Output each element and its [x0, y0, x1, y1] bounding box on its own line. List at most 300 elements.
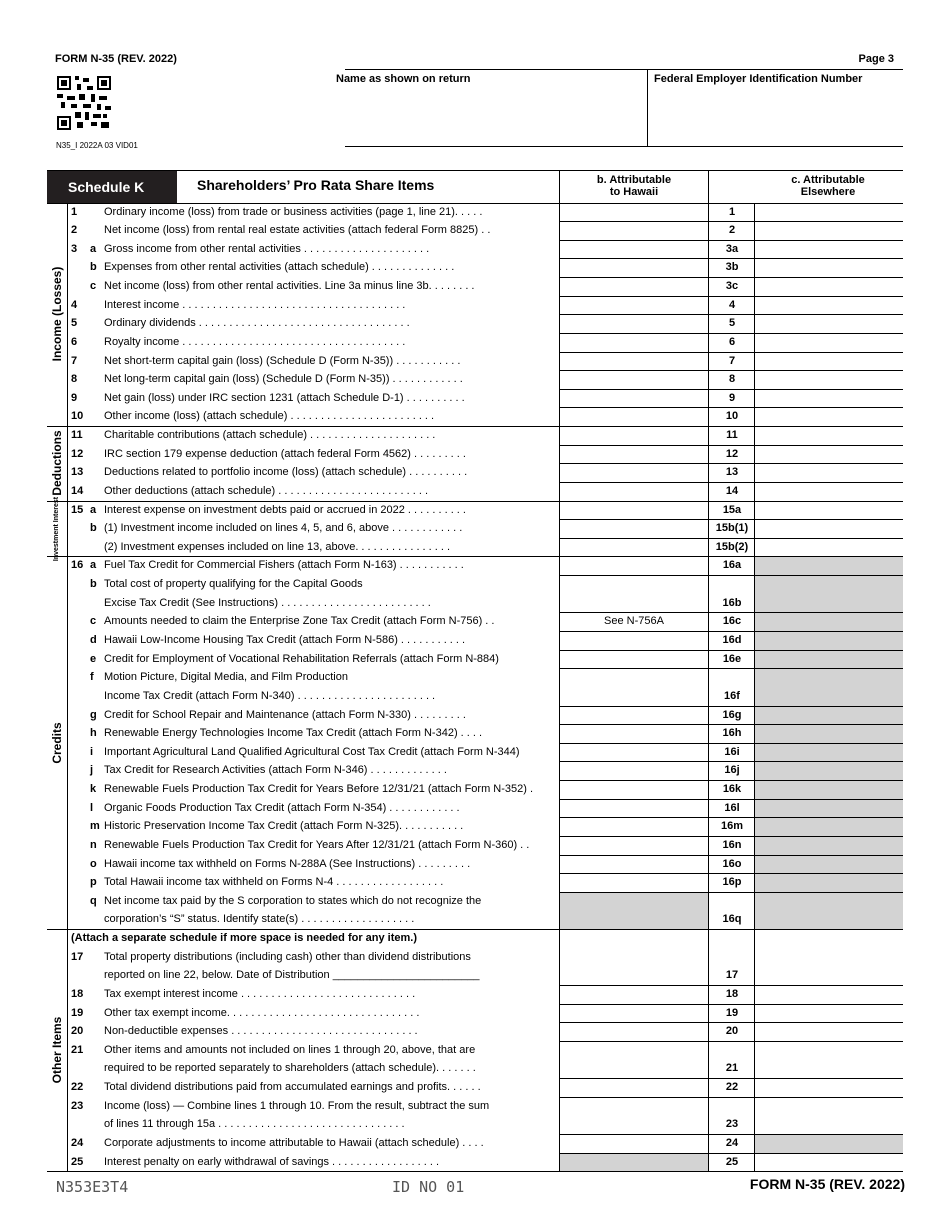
table-row: [0, 389, 903, 408]
line-label: 16i: [724, 745, 740, 758]
line-letter: h: [90, 727, 97, 740]
line-description: Tax exempt interest income . . . . . . . . . . . . . . . . . . . . . . . . . . . . .: [104, 987, 416, 1000]
table-row: [0, 482, 903, 501]
line-letter: d: [90, 633, 97, 646]
line-number: 12: [71, 447, 84, 460]
table-row: [0, 556, 903, 575]
line-description: Interest penalty on early withdrawal of savings . . . . . . . . . . . . . . . . . .: [104, 1155, 440, 1168]
table-row: [0, 631, 903, 650]
line-number: 17: [71, 950, 84, 963]
hawaii-amount-field[interactable]: [560, 631, 708, 649]
line-number: 5: [71, 317, 78, 330]
table-row: [0, 463, 903, 482]
line-description: Other income (loss) (attach schedule) . . . . . . . . . . . . . . . . . . . . . . . .: [104, 410, 435, 423]
hawaii-amount-field[interactable]: [560, 482, 708, 500]
elsewhere-amount-field[interactable]: [755, 426, 903, 444]
hawaii-amount-field[interactable]: [560, 985, 708, 1003]
table-row: [0, 538, 903, 557]
line-description: Credit for School Repair and Maintenance (attach Form N-330) . . . . . . . . .: [104, 708, 466, 721]
hawaii-amount-field[interactable]: [560, 463, 708, 481]
hawaii-amount-field[interactable]: [560, 370, 708, 388]
elsewhere-amount-field[interactable]: [755, 612, 903, 630]
hawaii-amount-field[interactable]: [560, 743, 708, 761]
line-label: 23: [725, 1118, 739, 1131]
hawaii-amount-field[interactable]: [560, 780, 708, 798]
line-letter: p: [90, 876, 97, 889]
hawaii-amount-field[interactable]: [560, 817, 708, 835]
elsewhere-amount-field[interactable]: [755, 724, 903, 742]
table-row: [0, 333, 903, 352]
table-row: [0, 836, 903, 855]
hawaii-amount-field[interactable]: [560, 612, 708, 630]
line-label: 5: [728, 317, 736, 330]
line-label: 16m: [720, 820, 744, 833]
line-number: 6: [71, 335, 78, 348]
line-label: 20: [725, 1025, 739, 1038]
line-number: 13: [71, 466, 84, 479]
line-label: 16b: [722, 596, 742, 609]
line-description: Excise Tax Credit (See Instructions) . . . . . . . . . . . . . . . . . . . . . . . . .: [104, 596, 431, 609]
table-row: [0, 948, 903, 967]
elsewhere-amount-field[interactable]: [755, 407, 903, 425]
table-row: [0, 445, 903, 464]
line-letter: q: [90, 894, 97, 907]
table-row: [0, 277, 903, 296]
hawaii-amount-field[interactable]: [560, 203, 708, 221]
line-label: 22: [725, 1081, 739, 1094]
elsewhere-amount-field[interactable]: [755, 556, 903, 574]
line-label: 9: [728, 391, 736, 404]
line-description: Other tax exempt income. . . . . . . . . . . . . . . . . . . . . . . . . . . . . . . .: [104, 1006, 420, 1019]
table-row: [0, 575, 903, 594]
hawaii-amount-field[interactable]: [560, 910, 708, 928]
line-letter: b: [90, 578, 97, 591]
line-label: 15b(2): [715, 540, 749, 553]
schedule-title: Shareholders’ Pro Rata Share Items: [197, 177, 435, 193]
line-letter: n: [90, 838, 97, 851]
line-description: Total dividend distributions paid from accumulated earnings and profits. . . . . .: [104, 1081, 481, 1094]
elsewhere-amount-field[interactable]: [755, 370, 903, 388]
line-label: 2: [728, 224, 736, 237]
line-letter: c: [90, 280, 97, 293]
line-letter: m: [90, 820, 100, 833]
line-description: Net long-term capital gain (loss) (Schedule D (Form N-35)) . . . . . . . . . . . .: [104, 373, 463, 386]
table-row: [0, 203, 903, 222]
elsewhere-amount-field[interactable]: [755, 501, 903, 519]
line-label: 18: [725, 987, 739, 1000]
hawaii-amount-field[interactable]: [560, 538, 708, 556]
hawaii-amount-field[interactable]: [560, 445, 708, 463]
table-row: [0, 258, 903, 277]
line-label: 12: [725, 447, 739, 460]
line-number: 4: [71, 298, 78, 311]
elsewhere-amount-field[interactable]: [755, 352, 903, 370]
elsewhere-amount-field[interactable]: [755, 855, 903, 873]
line-description: Motion Picture, Digital Media, and Film Production: [104, 671, 348, 684]
table-row: [0, 910, 903, 929]
line-description: reported on line 22, below. Date of Distribution ________________________: [104, 969, 480, 982]
table-row: [0, 966, 903, 985]
line-letter: c: [90, 615, 97, 628]
line-description: (2) Investment expenses included on line 13, above. . . . . . . . . . . . . . . .: [104, 540, 451, 553]
line-number: 15: [71, 503, 84, 516]
line-description: Net income (loss) from other rental activities. Line 3a minus line 3b. . . . . . . .: [104, 280, 475, 293]
line-label: 24: [725, 1137, 739, 1149]
form-id: FORM N-35 (REV. 2022): [55, 53, 177, 65]
line-description: Deductions related to portfolio income (loss) (attach schedule) . . . . . . . . . .: [104, 466, 468, 479]
line-label: 16q: [722, 913, 742, 926]
line-number: 25: [71, 1155, 84, 1168]
hawaii-amount-field[interactable]: [560, 650, 708, 668]
line-description: Interest expense on investment debts paid or accrued in 2022 . . . . . . . . . .: [104, 503, 466, 516]
hawaii-amount-field[interactable]: [560, 1022, 708, 1040]
line-label: 3a: [725, 242, 739, 255]
hawaii-amount-field[interactable]: [560, 333, 708, 351]
line-letter: a: [90, 559, 97, 572]
hawaii-amount-field[interactable]: [560, 1134, 708, 1152]
hawaii-amount-field[interactable]: [560, 389, 708, 407]
table-row: [0, 1004, 903, 1023]
elsewhere-amount-field[interactable]: [755, 687, 903, 705]
line-description: Net income tax paid by the S corporation to states which do not recognize the: [104, 894, 482, 907]
elsewhere-amount-field[interactable]: [755, 221, 903, 239]
hawaii-amount-field[interactable]: [560, 594, 708, 612]
table-row: [0, 724, 903, 743]
line-label: 16a: [722, 559, 742, 572]
elsewhere-amount-field[interactable]: [755, 966, 903, 984]
table-row: [0, 296, 903, 315]
elsewhere-amount-field[interactable]: [755, 333, 903, 351]
elsewhere-amount-field[interactable]: [755, 389, 903, 407]
document-id: N35_I 2022A 03 VID01: [56, 141, 138, 150]
line-description: Total property distributions (including cash) other than dividend distributions: [104, 950, 471, 963]
hawaii-amount-field[interactable]: [560, 240, 708, 258]
elsewhere-amount-field[interactable]: [755, 538, 903, 556]
line-label: 7: [728, 354, 736, 367]
table-row: [0, 612, 903, 631]
line-description: Charitable contributions (attach schedule) . . . . . . . . . . . . . . . . . . . . .: [104, 429, 436, 442]
elsewhere-amount-field[interactable]: [755, 985, 903, 1003]
hawaii-amount-field[interactable]: [560, 519, 708, 537]
line-label: 19: [725, 1006, 739, 1019]
line-letter: i: [90, 745, 94, 758]
line-description: Renewable Energy Technologies Income Tax Credit (attach Form N-342) . . . .: [104, 727, 483, 740]
hawaii-amount-field[interactable]: [560, 258, 708, 276]
table-row: [0, 1153, 903, 1172]
elsewhere-amount-field[interactable]: [755, 203, 903, 221]
line-description: Total Hawaii income tax withheld on Forms N-4 . . . . . . . . . . . . . . . . . .: [104, 876, 444, 889]
line-description: Hawaii income tax withheld on Forms N-288A (See Instructions) . . . . . . . . .: [104, 857, 471, 870]
line-description: of lines 11 through 15a . . . . . . . . . . . . . . . . . . . . . . . . . . . . . . .: [104, 1118, 405, 1131]
line-number: 2: [71, 224, 78, 237]
elsewhere-amount-field[interactable]: [755, 817, 903, 835]
line-label: 17: [725, 969, 739, 982]
line-label: 16c: [722, 615, 742, 628]
page-number: Page 3: [858, 53, 894, 65]
line-number: 18: [71, 987, 84, 1000]
line-description: Income (loss) — Combine lines 1 through 10. From the result, subtract the sum: [104, 1099, 490, 1112]
line-label: 16f: [724, 689, 740, 702]
line-description: Ordinary dividends . . . . . . . . . . . . . . . . . . . . . . . . . . . . . . . . . . .: [104, 317, 410, 330]
table-row: [0, 706, 903, 725]
table-row: [0, 761, 903, 780]
table-row: [0, 687, 903, 706]
line-description: Royalty income . . . . . . . . . . . . . . . . . . . . . . . . . . . . . . . . . . . . .: [104, 335, 406, 348]
line-letter: o: [90, 857, 97, 870]
line-number: 14: [71, 484, 84, 497]
elsewhere-amount-field[interactable]: [755, 314, 903, 332]
elsewhere-amount-field[interactable]: [755, 873, 903, 891]
elsewhere-amount-field[interactable]: [755, 594, 903, 612]
hawaii-amount-field[interactable]: [560, 855, 708, 873]
schedule-k-badge: Schedule K: [47, 171, 177, 204]
elsewhere-amount-field[interactable]: [755, 463, 903, 481]
line-description: corporation’s “S” status. Identify state(s) . . . . . . . . . . . . . . . . . . .: [104, 913, 415, 926]
table-row: [0, 1134, 903, 1153]
elsewhere-amount-field[interactable]: [755, 836, 903, 854]
line-description: Tax Credit for Research Activities (attach Form N-346) . . . . . . . . . . . . .: [104, 764, 447, 777]
table-row: [0, 407, 903, 426]
line-letter: f: [90, 671, 94, 684]
elsewhere-amount-field[interactable]: [755, 761, 903, 779]
line-number: 3: [71, 242, 78, 255]
hawaii-amount-field[interactable]: [560, 426, 708, 444]
header-top-rule: [47, 170, 903, 171]
line-description: Total cost of property qualifying for the Capital Goods: [104, 578, 363, 591]
table-row: [0, 1059, 903, 1078]
line-number: 19: [71, 1006, 84, 1019]
line-label: 13: [725, 466, 739, 479]
line-description: Important Agricultural Land Qualified Agricultural Cost Tax Credit (attach Form N-344): [104, 745, 520, 758]
line-label: 3b: [725, 261, 739, 274]
line-label: 6: [728, 335, 736, 348]
line-description: Fuel Tax Credit for Commercial Fishers (attach Form N-163) . . . . . . . . . . .: [104, 559, 464, 572]
line-label: 8: [728, 373, 736, 386]
hawaii-amount-field[interactable]: [560, 761, 708, 779]
hawaii-amount-field[interactable]: [560, 1078, 708, 1096]
table-row: [0, 426, 903, 445]
line-letter: k: [90, 783, 97, 796]
hawaii-amount-field[interactable]: [560, 501, 708, 519]
hawaii-amount-field[interactable]: [560, 221, 708, 239]
table-row: [0, 799, 903, 818]
line-label: 10: [725, 410, 739, 423]
elsewhere-amount-field[interactable]: [755, 780, 903, 798]
line-description: Organic Foods Production Tax Credit (attach Form N-354) . . . . . . . . . . . .: [104, 801, 460, 814]
line-number: 1: [71, 205, 78, 218]
line-number: 22: [71, 1081, 84, 1094]
line-label: 16g: [722, 708, 742, 721]
table-row: [0, 221, 903, 240]
line-label: 14: [725, 484, 739, 497]
hawaii-amount-field[interactable]: [560, 1004, 708, 1022]
line-description: Gross income from other rental activities . . . . . . . . . . . . . . . . . . . . .: [104, 242, 430, 255]
table-row: [0, 817, 903, 836]
line-label: 16j: [724, 764, 740, 777]
line-number: 20: [71, 1025, 84, 1038]
line-number: 16: [71, 559, 84, 572]
line-label: 16p: [722, 876, 742, 889]
table-row: [0, 873, 903, 892]
line-description: Non-deductible expenses . . . . . . . . . . . . . . . . . . . . . . . . . . . . . . .: [104, 1025, 418, 1038]
line-description: Net income (loss) from rental real estate activities (attach federal Form 8825) . .: [104, 224, 491, 237]
hawaii-amount-field[interactable]: [560, 724, 708, 742]
line-description: required to be reported separately to shareholders (attach schedule). . . . . . .: [104, 1062, 476, 1075]
hawaii-amount-field[interactable]: [560, 706, 708, 724]
elsewhere-amount-field[interactable]: [755, 296, 903, 314]
line-label: 1: [728, 205, 736, 218]
line-description: Ordinary income (loss) from trade or business activities (page 1, line 21). . . . .: [104, 205, 483, 218]
line-label: 25: [725, 1155, 739, 1168]
line-label: 16o: [722, 857, 742, 870]
line-description: Amounts needed to claim the Enterprise Zone Tax Credit (attach Form N-756) . .: [104, 615, 495, 628]
line-number: 24: [71, 1137, 84, 1149]
line-description: IRC section 179 expense deduction (attach federal Form 4562) . . . . . . . . .: [104, 447, 466, 460]
line-label: 3c: [725, 280, 739, 293]
elsewhere-amount-field[interactable]: [755, 1078, 903, 1096]
name-field-label: Name as shown on return: [336, 73, 471, 85]
line-label: 11: [726, 429, 738, 442]
hawaii-amount-field[interactable]: [560, 687, 708, 705]
line-description: Renewable Fuels Production Tax Credit for Years Before 12/31/21 (attach Form N-352) .: [104, 783, 534, 796]
elsewhere-amount-field[interactable]: [755, 650, 903, 668]
line-label: 21: [725, 1062, 739, 1075]
table-row: [0, 1041, 903, 1060]
table-row: [0, 668, 903, 687]
hawaii-amount-field[interactable]: [560, 352, 708, 370]
elsewhere-amount-field[interactable]: [755, 277, 903, 295]
elsewhere-amount-field[interactable]: [755, 1059, 903, 1077]
hawaii-amount-field[interactable]: [560, 1115, 708, 1133]
table-row: [0, 240, 903, 259]
line-letter: b: [90, 522, 97, 535]
elsewhere-amount-field[interactable]: [755, 482, 903, 500]
footer-id: ID NO 01: [392, 1178, 465, 1196]
line-label: 15b(1): [715, 522, 749, 535]
elsewhere-amount-field[interactable]: [755, 1134, 903, 1152]
line-description: Net short-term capital gain (loss) (Schedule D (Form N-35)) . . . . . . . . . . .: [104, 354, 461, 367]
table-row: [0, 892, 903, 911]
table-row: [0, 370, 903, 389]
elsewhere-amount-field[interactable]: [755, 445, 903, 463]
column-b-header: b. Attributable to Hawaii: [596, 174, 672, 198]
elsewhere-amount-field[interactable]: [755, 631, 903, 649]
line-number: 8: [71, 373, 78, 386]
line-letter: b: [90, 261, 97, 274]
elsewhere-amount-field[interactable]: [755, 1022, 903, 1040]
line-label: 16n: [722, 838, 742, 851]
line-number: 23: [71, 1099, 84, 1112]
line-number: 10: [71, 410, 84, 423]
hawaii-amount-field[interactable]: [560, 277, 708, 295]
line-number: 11: [71, 429, 83, 442]
table-row: [0, 985, 903, 1004]
line-letter: a: [90, 503, 97, 516]
hawaii-amount-note: See N-756A: [604, 615, 664, 628]
footer-code: N353E3T4: [56, 1178, 129, 1196]
table-row: [0, 1022, 903, 1041]
elsewhere-amount-field[interactable]: [755, 910, 903, 928]
hawaii-amount-field[interactable]: [560, 799, 708, 817]
line-description: Other deductions (attach schedule) . . . . . . . . . . . . . . . . . . . . . . . . .: [104, 484, 429, 497]
line-number: 21: [71, 1043, 84, 1056]
line-label: 16l: [724, 801, 740, 814]
hawaii-amount-field[interactable]: [560, 966, 708, 984]
line-description: Renewable Fuels Production Tax Credit for Years After 12/31/21 (attach Form N-360) . .: [104, 838, 530, 851]
elsewhere-amount-field[interactable]: [755, 1004, 903, 1022]
line-description: Hawaii Low-Income Housing Tax Credit (attach Form N-586) . . . . . . . . . . .: [104, 633, 466, 646]
line-label: 4: [728, 298, 736, 311]
section-label-text: Investment Interest: [53, 496, 60, 561]
footer-form-id: FORM N-35 (REV. 2022): [749, 1176, 905, 1192]
elsewhere-amount-field[interactable]: [755, 240, 903, 258]
hawaii-amount-field[interactable]: [560, 314, 708, 332]
elsewhere-amount-field[interactable]: [755, 1153, 903, 1171]
line-description: Credit for Employment of Vocational Rehabilitation Referrals (attach Form N-884): [104, 652, 499, 665]
line-label: 15a: [722, 503, 742, 516]
fein-field-label: Federal Employer Identification Number: [654, 73, 863, 85]
line-description: Corporate adjustments to income attributable to Hawaii (attach schedule) . . . .: [104, 1137, 484, 1149]
line-description: Other items and amounts not included on lines 1 through 20, above, that are: [104, 1043, 476, 1056]
line-number: 9: [71, 391, 78, 404]
line-description: Net gain (loss) under IRC section 1231 (attach Schedule D-1) . . . . . . . . . .: [104, 391, 465, 404]
table-row: [0, 594, 903, 613]
line-description: Historic Preservation Income Tax Credit (attach Form N-325). . . . . . . . . . .: [104, 820, 464, 833]
section-label-text: Deductions: [50, 430, 64, 496]
section-label-text: Other Items: [50, 1016, 64, 1084]
hawaii-amount-field[interactable]: [560, 407, 708, 425]
line-letter: g: [90, 708, 97, 721]
line-description: Expenses from other rental activities (attach schedule) . . . . . . . . . . . . . .: [104, 261, 455, 274]
table-row: [0, 1097, 903, 1116]
table-row: [0, 501, 903, 520]
hawaii-amount-field[interactable]: [560, 873, 708, 891]
line-letter: a: [90, 242, 97, 255]
table-row: [0, 1115, 903, 1134]
line-number: 7: [71, 354, 78, 367]
elsewhere-amount-field[interactable]: [755, 706, 903, 724]
line-letter: e: [90, 652, 97, 665]
elsewhere-amount-field[interactable]: [755, 743, 903, 761]
qr-code-icon: [57, 76, 111, 130]
hawaii-amount-field[interactable]: [560, 296, 708, 314]
elsewhere-amount-field[interactable]: [755, 799, 903, 817]
table-row: [0, 352, 903, 371]
line-letter: l: [90, 801, 94, 814]
line-description: Income Tax Credit (attach Form N-340) . . . . . . . . . . . . . . . . . . . . . . .: [104, 689, 436, 702]
elsewhere-amount-field[interactable]: [755, 519, 903, 537]
table-row: [0, 519, 903, 538]
row-rule: [47, 1171, 903, 1172]
elsewhere-amount-field[interactable]: [755, 1115, 903, 1133]
table-row: [0, 1078, 903, 1097]
section-label-text: Income (Losses): [50, 266, 64, 362]
hawaii-amount-field[interactable]: [560, 1153, 708, 1171]
column-c-header: c. Attributable Elsewhere: [791, 174, 865, 198]
hawaii-amount-field[interactable]: [560, 1059, 708, 1077]
line-label: 16h: [722, 727, 742, 740]
line-description: (1) Investment income included on lines 4, 5, and 6, above . . . . . . . . . . . .: [104, 522, 463, 535]
line-label: 16e: [722, 652, 742, 665]
table-row: [0, 929, 903, 948]
table-row: [0, 743, 903, 762]
table-row: [0, 314, 903, 333]
hawaii-amount-field[interactable]: [560, 556, 708, 574]
elsewhere-amount-field[interactable]: [755, 258, 903, 276]
table-row: [0, 650, 903, 669]
table-row: [0, 780, 903, 799]
hawaii-amount-field[interactable]: [560, 836, 708, 854]
